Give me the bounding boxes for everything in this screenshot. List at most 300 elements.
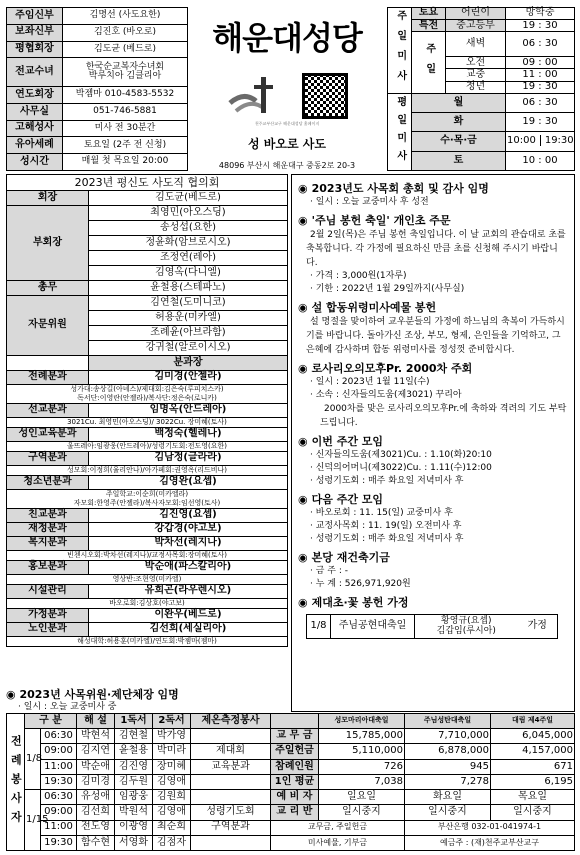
notice-bullet-text: 금 주 : - [315, 566, 348, 576]
notice-bullet-text: 신자들의도움(제3021)Cu. : 1.10(화)20:10 [315, 450, 492, 460]
council-member: 강귀철(알로이시오) [89, 341, 288, 356]
dot-icon: · [310, 197, 316, 207]
weekday-time [506, 132, 575, 151]
notice-item [298, 213, 568, 296]
duty-person: 박미라 [153, 744, 191, 759]
finance-label: 교 리 반 [271, 805, 319, 820]
notice-bullet-text: 일시 : 2023년 1월 11일(수) [315, 377, 430, 387]
dot-icon: · [310, 476, 316, 486]
division-sub: 빈첸시오회:박차선(레지나)/교정사목회:장미혜(토사) [7, 551, 288, 561]
parish-patron: 성 바오로 사도 [248, 137, 326, 151]
duty-group: 제대회 [191, 744, 271, 759]
staff-name: 김명선 (사도요한) [63, 8, 188, 25]
division-name: 가정분과 [7, 609, 89, 623]
mass-row [388, 113, 575, 132]
notice-title: 본당 재건축기금 [311, 551, 390, 564]
dot-icon: · [310, 566, 316, 576]
duty-header-row [7, 714, 575, 729]
circle-bullet-icon: ◉ [298, 435, 308, 448]
finance-header: 주님성탄대축일 [405, 714, 491, 729]
duty-person: 박가영 [153, 729, 191, 744]
dot-icon: · [310, 284, 316, 294]
duty-group [191, 835, 271, 850]
inauguration-title: 2023년 사목위원·제단체장 임명 [19, 688, 179, 701]
finance-label: 참례인원 [271, 759, 319, 774]
division-sub-row [7, 442, 288, 452]
notice-bullet-text: 소속 : 신자들의도움(제3021) 꾸리아 [315, 390, 462, 400]
dot-icon: · [310, 377, 316, 387]
notice-heading [298, 213, 568, 228]
notice-bullet-text: 신덕의어머니(제3022)Cu. : 1.11(수)12:00 [315, 463, 492, 473]
duty-person: 박원석 [115, 805, 153, 820]
finance-label: 1인 평균 [271, 774, 319, 789]
division-name: 시설관리 [7, 585, 89, 599]
weekday-mass-label: 평일미사 [388, 93, 412, 170]
division-row [7, 428, 288, 442]
dot-icon: · [310, 271, 316, 281]
division-name: 구역분과 [7, 452, 89, 466]
division-row [7, 537, 288, 551]
duty-person: 최순희 [153, 820, 191, 835]
mass-row [388, 151, 575, 170]
catechumen-day: 목요일 [491, 790, 575, 805]
staff-name: 매월 첫 목요일 20:00 [63, 154, 188, 171]
account-bank: 부산은행 032-01-041974-1 [405, 820, 575, 835]
council-title-row [7, 175, 288, 191]
duty-person: 장미혜 [153, 759, 191, 774]
council-row [7, 296, 288, 311]
duty-header: 1독서 [115, 714, 153, 729]
division-sub-row [7, 575, 288, 585]
notice-heading [298, 434, 568, 449]
division-row [7, 509, 288, 523]
notices-panel [291, 174, 575, 712]
duty-person: 김현철 [115, 729, 153, 744]
account-holder: 예금주 : (재)천주교부산교구 [405, 835, 575, 850]
offering-row [307, 615, 558, 639]
duty-time: 11:00 [41, 759, 77, 774]
staff-role: 전교수녀 [7, 58, 63, 87]
council-member: 최영민(아오스딩) [89, 206, 288, 221]
division-name: 노인분과 [7, 623, 89, 637]
staff-name: 박젬마 010-4583-5532 [63, 87, 188, 104]
finance-value: 6,045,000 [491, 729, 575, 744]
division-row [7, 623, 288, 637]
division-name: 홍보분과 [7, 561, 89, 575]
staff-row [7, 8, 188, 25]
dot-icon: · [310, 521, 316, 531]
notice-heading [298, 300, 568, 315]
notice-item [298, 434, 568, 488]
staff-role: 주임신부 [7, 8, 63, 25]
division-sub: 울뜨레아:임광웅(안드레아)/성령기도회:전도영(요한) [7, 442, 288, 452]
notice-item [298, 595, 568, 639]
notice-bullet-text: 일시 : 오늘 교중미사 후 성전 [315, 197, 429, 207]
notice-bullet [298, 449, 568, 462]
division-sub-row [7, 385, 288, 404]
duty-person: 박현석 [77, 729, 115, 744]
circle-bullet-icon: ◉ [298, 551, 308, 564]
staff-row [7, 41, 188, 58]
duty-time: 09:00 [41, 805, 77, 820]
circle-bullet-icon: ◉ [298, 182, 308, 195]
circle-bullet-icon: ◉ [298, 301, 308, 314]
notice-bullet [298, 389, 568, 402]
mass-type: 청년 [446, 81, 506, 93]
staff-role: 유아세례 [7, 137, 63, 154]
duty-date: 1/15 [25, 790, 41, 851]
duty-person: 김미경 [77, 774, 115, 789]
finance-value: 671 [491, 759, 575, 774]
duty-header: 제온측정봉사 [191, 714, 271, 729]
division-head: 김남정(글라라) [89, 452, 288, 466]
duty-group: 교육분과 [191, 759, 271, 774]
mass-row [388, 20, 575, 32]
council-member: 김연철(도미니코) [89, 296, 288, 311]
notice-title: 제대초·꽃 봉헌 가정 [311, 596, 409, 609]
duty-row [7, 774, 575, 789]
class-status: 일시중지 [319, 805, 405, 820]
duty-person: 박순애 [77, 759, 115, 774]
mass-time: 11 : 00 [506, 69, 575, 81]
notice-heading [298, 181, 568, 196]
division-row [7, 452, 288, 466]
weekday-time: 19 : 30 [506, 113, 575, 132]
mass-time: 19 : 30 [506, 81, 575, 93]
division-head: 유희곤(라우렌시오) [89, 585, 288, 599]
division-row [7, 404, 288, 418]
weekday-day: 화 [412, 113, 506, 132]
notice-item [298, 361, 568, 430]
duty-person: 김두원 [115, 774, 153, 789]
council-title: 2023년 평신도 사도직 협의회 [7, 175, 288, 191]
division-sub-row [7, 637, 288, 647]
finance-value: 15,785,000 [319, 729, 405, 744]
finance-value: 6,195 [491, 774, 575, 789]
finance-header: 성모마리아대축일 [319, 714, 405, 729]
notice-bullet-text: 바오로회 : 11. 15(일) 교중미사 후 [315, 508, 453, 518]
council-row [7, 206, 288, 221]
mass-type: 오전 [446, 57, 506, 69]
duty-row [7, 790, 575, 805]
notice-heading [298, 361, 568, 376]
notice-paragraph: 설 명절을 맞이하여 교우분들의 가정에 하느님의 축복이 가득하시기를 바랍니다. 돌아가신 조상, 부모, 형제, 은인들을 기억하고, 그 은혜에 감사하며 합동 위령미사를 정성껏 준비합시다. [306, 317, 565, 355]
duty-finance [6, 713, 575, 851]
duty-person: 서영화 [115, 835, 153, 850]
mass-row [388, 132, 575, 151]
division-sub-row [7, 551, 288, 561]
notice-paragraph: 2월 2일(목)은 주님 봉헌 축일입니다. 이 날 교회의 관습대로 초를 축복합니다. 각 가정에 필요하신 만큼 초를 신청해 주시기 바랍니다. [306, 230, 566, 268]
duty-group: 성령기도회 [191, 805, 271, 820]
council-member: 조정연(레아) [89, 251, 288, 266]
mass-type: 새벽 [446, 32, 506, 57]
notice-heading [298, 492, 568, 507]
circle-bullet-icon: ◉ [298, 493, 308, 506]
division-head: 백정숙(헬레나) [89, 428, 288, 442]
notice-bullet [298, 578, 568, 591]
offering-date: 1/8 [307, 615, 331, 639]
duty-time: 06:30 [41, 790, 77, 805]
notice-item [298, 300, 568, 357]
division-sub: 성가대:송상길(아녜스)/제대회:김은숙(루피치스카) 독서단:이영란(안젤라)/복사단:정은숙(로니카) [7, 385, 288, 404]
dot-icon: · [310, 579, 316, 589]
division-head: 박차선(레지나) [89, 537, 288, 551]
duty-person: 이광영 [115, 820, 153, 835]
division-row [7, 371, 288, 385]
duty-group [191, 729, 271, 744]
division-head: 김선희(세실리아) [89, 623, 288, 637]
staff-role: 평협회장 [7, 41, 63, 58]
duty-person: 김진영 [115, 759, 153, 774]
council-member: 김영옥(다니엘) [89, 266, 288, 281]
notice-bullet [298, 270, 568, 283]
division-sub: 3021Cu. 최영민(아오스딩)/ 3022Cu. 장미혜(토사) [7, 418, 288, 428]
notice-bullet [298, 507, 568, 520]
notice-title: 2023년도 사목회 총회 및 감사 임명 [311, 182, 489, 195]
circle-bullet-icon: ◉ [6, 688, 16, 701]
finance-header: 대림 제4주일 [491, 714, 575, 729]
duty-group [191, 790, 271, 805]
dot-icon: · [310, 450, 316, 460]
staff-name: 김진호 (바오로) [63, 24, 188, 41]
staff-row [7, 87, 188, 104]
notice-item [298, 492, 568, 546]
notice-title: '주님 봉헌 축일' 개인초 주문 [311, 214, 451, 227]
circle-bullet-icon: ◉ [298, 214, 308, 227]
notice-bullet [298, 533, 568, 546]
council-row [7, 191, 288, 206]
notice-bullet [298, 283, 568, 296]
notice-item [298, 181, 568, 209]
council-member: 윤철용(스테파노) [89, 281, 288, 296]
notice-bullet [298, 520, 568, 533]
notice-title: 설 합동위령미사예물 봉헌 [311, 301, 437, 314]
council-member: 김도균(베드로) [89, 191, 288, 206]
division-head: 김미경(안젤라) [89, 371, 288, 385]
division-row [7, 609, 288, 623]
finance-value: 4,157,000 [491, 744, 575, 759]
division-head: 강갑경(야고보) [89, 523, 288, 537]
duty-time: 19:30 [41, 835, 77, 850]
staff-role: 연도회장 [7, 87, 63, 104]
division-head: 박순애(파스칼리아) [89, 561, 288, 575]
parish-address: 48096 부산시 해운대구 중동2로 20-3 [218, 161, 356, 170]
duty-time: 19:30 [41, 774, 77, 789]
division-row [7, 476, 288, 490]
weekday-time-1: 10:00 [507, 135, 536, 147]
parish-logo [226, 73, 282, 119]
duty-time: 11:00 [41, 820, 77, 835]
division-name: 선교분과 [7, 404, 89, 418]
inauguration-line: 일시 : 오늘 교중미사 중 [23, 702, 117, 712]
notice-bullet [298, 462, 568, 475]
finance-value: 6,878,000 [405, 744, 491, 759]
council-role: 부회장 [7, 206, 89, 281]
division-sub: 주일학교:이순희(미카엘라) 자모회:한영주(안젤라)/복사자모회:임선영(토사) [7, 490, 288, 509]
division-header: 분과장 [89, 356, 288, 371]
parish-header [192, 7, 382, 171]
staff-row [7, 137, 188, 154]
inauguration-notice: ◉ 2023년 사목위원·제단체장 임명 · 일시 : 오늘 교중미사 중 [6, 688, 179, 712]
mass-time: 방학중 [506, 8, 575, 20]
mass-type: 중고등부 [446, 20, 506, 32]
council-member: 정윤화(암브로시오) [89, 236, 288, 251]
division-sub: 성모회:이정희(율리안나)/아가페회:권영옥(리드비나) [7, 466, 288, 476]
division-sub: 해성대학:허용훈(미카엘)/연도회:박젬마(젬마) [7, 637, 288, 647]
staff-name: 051-746-5881 [63, 103, 188, 120]
duty-person: 김선희 [77, 805, 115, 820]
notice-paragraph: 2000차를 맞은 로사리오의모후Pr.에 축하와 격려의 기도 부탁드립니다. [320, 404, 567, 428]
mass-time: 06 : 30 [506, 32, 575, 57]
finance-header [271, 714, 319, 729]
mass-day: 특전 [412, 20, 446, 32]
staff-name: 미사 전 30분간 [63, 120, 188, 137]
mass-time: 09 : 00 [506, 57, 575, 69]
finance-value: 945 [405, 759, 491, 774]
weekday-day: 월 [412, 93, 506, 112]
division-sub: 영상반:조현영(미카엘) [7, 575, 288, 585]
catechumen-day: 화요일 [405, 790, 491, 805]
class-status: 일시중지 [491, 805, 575, 820]
division-row [7, 523, 288, 537]
staff-role: 보좌신부 [7, 24, 63, 41]
notice-title: 로사리오의모후Pr. 2000차 주회 [311, 362, 473, 375]
duty-row [7, 805, 575, 820]
catechumen-day: 일요일 [319, 790, 405, 805]
division-head: 김영완(요셉) [89, 476, 288, 490]
notice-bullet [298, 475, 568, 488]
offering-label: 주님공현대축일 [331, 615, 415, 639]
account-label-1: 교무금, 주일헌금 [271, 820, 405, 835]
staff-name: 김도균 (베드로) [63, 41, 188, 58]
sunday-mass-label: 주일미사 [388, 8, 412, 94]
division-name: 전례분과 [7, 371, 89, 385]
mass-row [388, 93, 575, 112]
weekday-day: 수·목·금 [412, 132, 506, 151]
duty-person: 김영애 [153, 805, 191, 820]
division-row [7, 585, 288, 599]
mass-row [388, 32, 575, 57]
council-role: 회장 [7, 191, 89, 206]
division-head: 이완우(베드로) [89, 609, 288, 623]
division-sub: 바오로회:김상호(야고보) [7, 599, 288, 609]
division-row [7, 561, 288, 575]
duty-row [7, 820, 575, 835]
division-sub-row [7, 466, 288, 476]
notice-bullet-text: 누 계 : 526,971,920원 [315, 579, 411, 589]
division-name: 재정분과 [7, 523, 89, 537]
council-member: 허용운(미카엘) [89, 311, 288, 326]
duty-person: 유성애 [77, 790, 115, 805]
division-header-row [7, 356, 288, 371]
dot-icon: · [310, 390, 316, 400]
staff-row [7, 24, 188, 41]
dot-icon: · [310, 463, 316, 473]
duty-row [7, 835, 575, 850]
duty-time: 09:00 [41, 744, 77, 759]
staff-row [7, 103, 188, 120]
finance-label: 주일헌금 [271, 744, 319, 759]
division-name: 복지분과 [7, 537, 89, 551]
duty-person: 함수현 [77, 835, 115, 850]
finance-value: 7,710,000 [405, 729, 491, 744]
staff-name: 한국순교복자수녀회 박루치아 김클리아 [63, 58, 188, 87]
offering-tag: 가정 [518, 615, 558, 639]
staff-table [6, 7, 188, 171]
parish-name: 해운대성당 [212, 19, 362, 57]
dot-icon: · [310, 508, 316, 518]
mass-day: 주일 [412, 32, 446, 93]
duty-group: 구역분과 [191, 820, 271, 835]
duty-time: 06:30 [41, 729, 77, 744]
notice-bullet-text: 교정사목회 : 11. 19(일) 오전미사 후 [315, 521, 462, 531]
division-head: 김진영(요셉) [89, 509, 288, 523]
division-name: 청소년분과 [7, 476, 89, 490]
duty-row [7, 744, 575, 759]
division-name: 친교분과 [7, 509, 89, 523]
staff-role: 사무실 [7, 103, 63, 120]
council-row [7, 281, 288, 296]
finance-value: 7,278 [405, 774, 491, 789]
notice-heading [298, 595, 568, 610]
notice-bullet [298, 565, 568, 578]
council-role: 총무 [7, 281, 89, 296]
staff-row [7, 58, 188, 87]
division-sub-row [7, 490, 288, 509]
duty-person: 김지연 [77, 744, 115, 759]
division-sub-row [7, 418, 288, 428]
weekday-time: 10 : 00 [506, 151, 575, 170]
staff-role: 고해성사 [7, 120, 63, 137]
finance-label: 예 비 자 [271, 790, 319, 805]
duty-row [7, 759, 575, 774]
notice-item [298, 550, 568, 591]
qr-code-icon[interactable] [302, 73, 348, 119]
notice-heading [298, 550, 568, 565]
weekday-time: 06 : 30 [506, 93, 575, 112]
notice-bullet-text: 성령기도회 : 매주 화요일 저녁미사 후 [315, 476, 464, 486]
duty-person: 김점자 [153, 835, 191, 850]
duty-person: 김영애 [153, 774, 191, 789]
notice-title: 이번 주간 모임 [311, 435, 384, 448]
notice-bullet-text: 가격 : 3,000원(1자루) [315, 271, 407, 281]
duty-header: 해 설 [77, 714, 115, 729]
offering-table [306, 614, 558, 639]
class-status: 일시중지 [405, 805, 491, 820]
staff-row [7, 120, 188, 137]
mass-type: 어린이 [446, 8, 506, 20]
division-sub-row [7, 599, 288, 609]
division-head: 임명옥(안드레아) [89, 404, 288, 418]
council-table [6, 174, 288, 682]
duty-person: 임광웅 [115, 790, 153, 805]
notice-bullet-text: 기한 : 2022년 1월 29일까지(사무실) [315, 284, 465, 294]
weekday-time-2: 19:30 [540, 135, 574, 146]
notice-bullet-text: 성령기도회 : 매주 화요일 저녁미사 후 [315, 534, 464, 544]
finance-value: 7,038 [319, 774, 405, 789]
division-name: 성인교육분과 [7, 428, 89, 442]
staff-name: 토요일 (2주 전 신청) [63, 137, 188, 154]
finance-value: 726 [319, 759, 405, 774]
dot-icon: · [310, 534, 316, 544]
duty-row [7, 729, 575, 744]
circle-bullet-icon: ◉ [298, 596, 308, 609]
mass-day: 토요 [412, 8, 446, 20]
duty-person: 윤철용 [115, 744, 153, 759]
duty-side-label: 전례봉사자 [7, 714, 25, 851]
duty-person: 전도영 [77, 820, 115, 835]
council-member: 송성섭(요한) [89, 221, 288, 236]
